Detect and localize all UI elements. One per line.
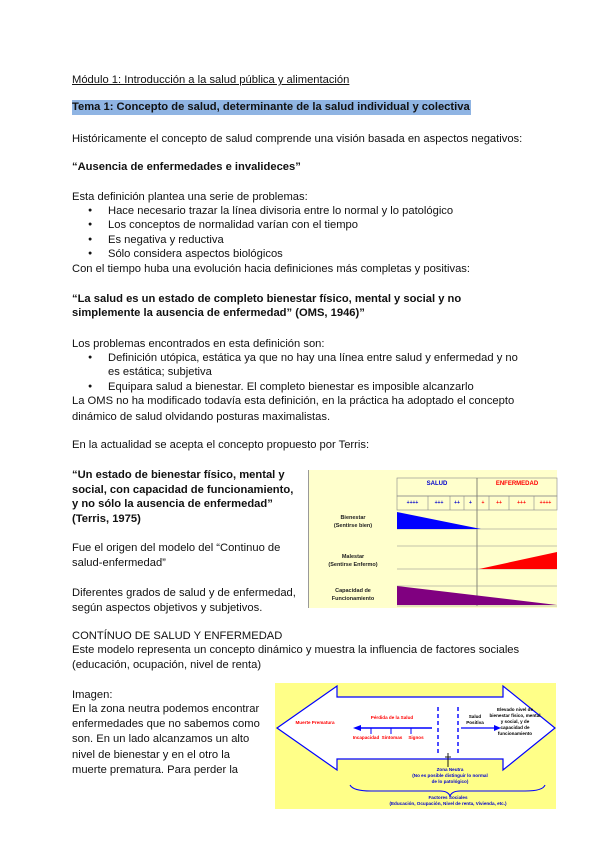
label-zona-neutra — [410, 767, 490, 785]
problems-intro: Esta definición plantea una serie de problemas: — [72, 191, 308, 203]
topic-title-highlight: Tema 1: Concepto de salud, determinante de la salud individual y colectiva — [72, 101, 470, 113]
grades-text: Diferentes grados de salud y de enfermedad, según aspectos objetivos y subjetivos. — [72, 587, 296, 614]
problems-list — [72, 204, 453, 262]
row-label-malestar — [309, 553, 397, 569]
list-item: ● Los conceptos de normalidad varían con el tiempo — [72, 218, 453, 232]
label-muerte-prematura: Muerte Prematura — [295, 720, 335, 725]
quote-oms-line1: “La salud es un estado de completo bienestar físico, mental y social y no — [72, 293, 462, 305]
row-label-sub: (Sentirse Enfermo) — [328, 562, 378, 568]
continuum-diagram — [275, 683, 556, 809]
header-enfermedad: ENFERMEDAD — [495, 481, 539, 487]
list-item: ● Equipara salud a bienestar. El completo bienestar es imposible alcanzarlo — [72, 380, 528, 394]
evolution-text: Con el tiempo huba una evolución hacia definiciones más completas y positivas: — [72, 263, 471, 275]
double-arrow — [275, 683, 556, 809]
zona-neutra-desc: (No es posible distinguir lo normal de lo patológico) — [412, 773, 488, 784]
continuum-text: Este modelo representa un concepto dinámico y muestra la influencia de factores sociales (educación, ocupación, nivel de renta) — [72, 644, 520, 671]
grade-health: ++ — [454, 500, 460, 506]
origin-text: Fue el origen del modelo del “Continuo de salud-enfermedad” — [72, 542, 281, 569]
intro-paragraph: Históricamente el concepto de salud comprende una visión basada en aspectos negativos: — [72, 133, 523, 145]
grade-disease: ++++ — [539, 500, 552, 506]
problems2-intro: Los problemas encontrados en esta definición son: — [72, 338, 325, 350]
row-label-main: Bienestar — [340, 515, 366, 521]
grade-health: +++ — [434, 500, 444, 506]
list-item: ● Definición utópica, estática ya que no hay una línea entre salud y enfermedad y no es estática; subjetiva — [72, 351, 528, 380]
terris-intro: En la actualidad se acepta el concepto propuesto por Terris: — [72, 439, 370, 451]
quote-ausencia: “Ausencia de enfermedades e invalideces” — [72, 161, 301, 173]
module-title: Módulo 1: Introducción a la salud pública y alimentación — [72, 74, 350, 86]
continuum-heading: CONTÍNUO DE SALUD Y ENFERMEDAD — [72, 630, 283, 642]
neutral-zone-text: En la zona neutra podemos encontrar enfermedades que no sabemos como son. En un lado alcanzamos un alto nivel de bienestar y en el otro la muerte prematura. Para perder la — [72, 703, 260, 776]
row-label-sub: (Sentirse bien) — [333, 523, 373, 529]
row-label-capacidad — [309, 587, 397, 603]
header-salud: SALUD — [426, 481, 448, 487]
label-perdida-salud: Pérdida de la Salud — [370, 715, 414, 720]
quote-oms-line2: simplemente la ausencia de enfermedad” (OMS, 1946)” — [72, 307, 365, 319]
label-salud-positiva: Salud Positiva — [466, 714, 484, 725]
factores-title: Factores Sociales — [428, 795, 468, 800]
row-label-bienestar — [309, 514, 397, 530]
zona-neutra-title: Zona Neutra — [436, 767, 464, 772]
list-item: ● Es negativa y reductiva — [72, 233, 453, 247]
label-incapacidad: Incapacidad — [352, 735, 380, 740]
grade-disease: +++ — [517, 500, 526, 506]
grade-disease: ++ — [496, 500, 502, 506]
row-label-main: Malestar — [341, 554, 365, 560]
image-label: Imagen: — [72, 689, 113, 701]
terris-continuum-chart — [308, 470, 557, 608]
row-label-main: Capacidad de — [335, 588, 371, 594]
grade-health: ++++ — [406, 500, 419, 506]
list-item: ● Sólo considera aspectos biológicos — [72, 247, 453, 261]
grade-health: + — [469, 500, 472, 506]
label-sintomas: Síntomas — [381, 735, 403, 740]
label-elevado-bienestar: Elevado nivel de bienestar físico, mental y social, y de capacidad de funcionamiento — [489, 707, 541, 736]
grade-disease: + — [481, 500, 485, 506]
problems2-list — [72, 351, 528, 394]
label-signos: Signos — [408, 735, 424, 740]
quote-terris: “Un estado de bienestar físico, mental y social, con capacidad de funcionamiento, y no sólo la ausencia de enfermedad” (Terris, 1975) — [72, 469, 294, 525]
list-item: ● Hace necesario trazar la línea divisoria entre lo normal y lo patológico — [72, 204, 453, 218]
factores-desc: (Educación, Ocupación, Nivel de renta, Vivienda, etc.) — [389, 801, 507, 806]
label-factores-sociales — [355, 795, 541, 807]
topic-title — [72, 100, 471, 114]
row-label-sub: Funcionamiento — [331, 596, 375, 602]
oms-note: La OMS no ha modificado todavía esta definición, en la práctica ha adoptado el concepto dinámico de salud olvidando posturas maximalistas. — [72, 395, 515, 423]
